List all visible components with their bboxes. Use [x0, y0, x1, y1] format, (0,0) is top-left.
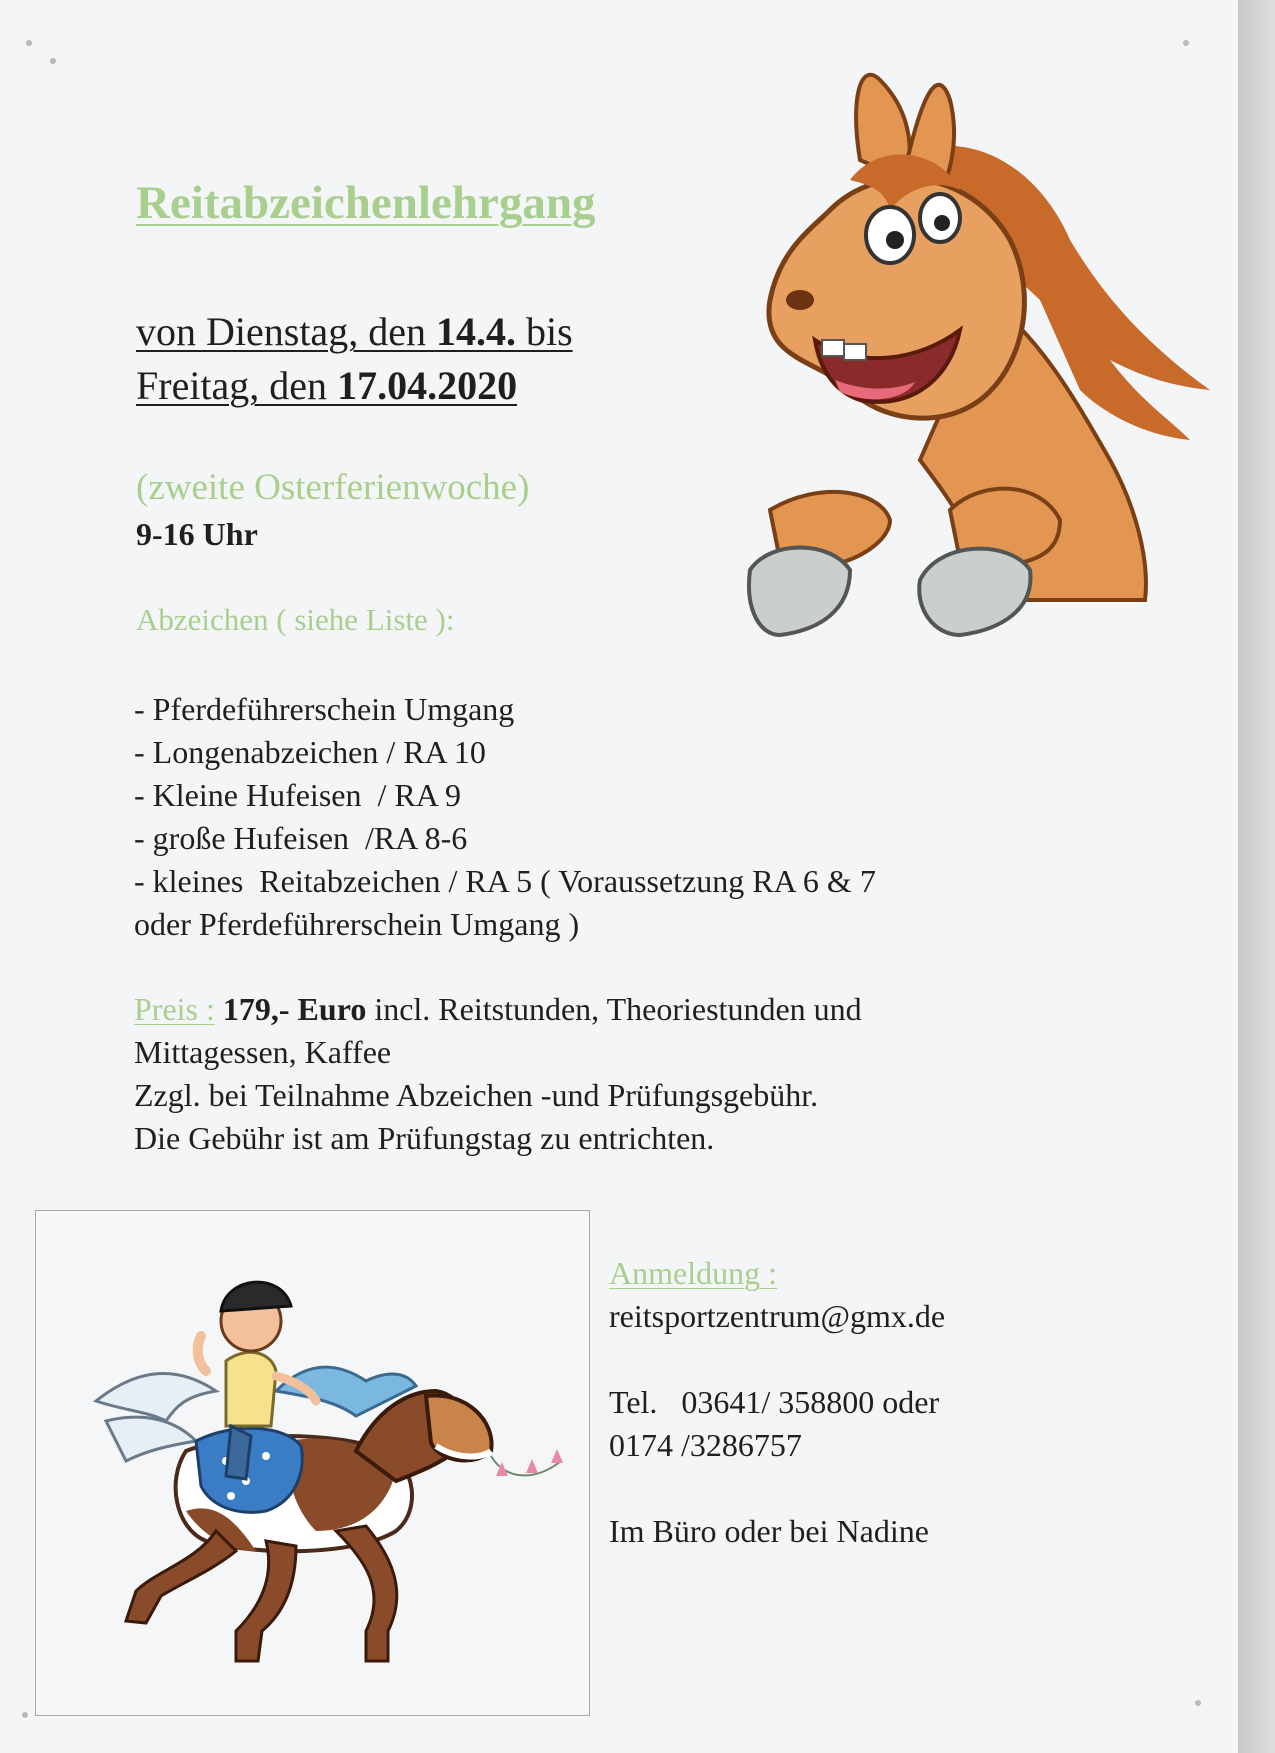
price-line-2: Mittagessen, Kaffee	[134, 1034, 392, 1070]
staple-mark	[1195, 1700, 1201, 1706]
spacer	[609, 1467, 945, 1510]
registration-phone-1: Tel. 03641/ 358800 oder	[609, 1384, 940, 1420]
spacer	[609, 1338, 945, 1381]
week-note: (zweite Osterferienwoche)	[136, 467, 530, 508]
staple-mark	[26, 40, 32, 46]
price-line-3: Zzgl. bei Teilnahme Abzeichen -und Prüfungsgebühr.	[134, 1077, 819, 1113]
badges-heading: Abzeichen ( siehe Liste ):	[136, 602, 455, 637]
badges-list	[134, 688, 876, 946]
page-title: Reitabzeichenlehrgang	[136, 177, 596, 229]
list-item: - große Hufeisen /RA 8-6	[134, 820, 468, 856]
hours: 9-16 Uhr	[136, 516, 258, 552]
price-section	[134, 988, 862, 1160]
date-line-1: von Dienstag, den 14.4. bis	[136, 309, 573, 354]
list-item: - Pferdeführerschein Umgang	[134, 691, 515, 727]
registration-phone-2: 0174 /3286757	[609, 1427, 802, 1463]
horse-head-icon	[740, 40, 1220, 680]
registration-email: reitsportzentrum@gmx.de	[609, 1298, 946, 1334]
registration-label: Anmeldung :	[609, 1255, 777, 1291]
list-item: - kleines Reitabzeichen / RA 5 ( Voraussetzung RA 6 & 7	[134, 863, 876, 899]
date-line-2: Freitag, den 17.04.2020	[136, 363, 518, 408]
rider-illustration-frame	[35, 1210, 590, 1716]
list-item: oder Pferdeführerschein Umgang )	[134, 906, 580, 942]
staple-mark	[50, 58, 56, 64]
scan-right-edge	[1238, 0, 1275, 1753]
registration-office: Im Büro oder bei Nadine	[609, 1513, 929, 1549]
registration-section	[609, 1252, 945, 1553]
price-label: Preis :	[134, 991, 215, 1027]
price-line-4: Die Gebühr ist am Prüfungstag zu entrichten.	[134, 1120, 715, 1156]
staple-mark	[22, 1712, 28, 1718]
list-item: - Kleine Hufeisen / RA 9	[134, 777, 462, 813]
price-amount: 179,- Euro	[222, 991, 367, 1027]
list-item: - Longenabzeichen / RA 10	[134, 734, 486, 770]
price-line-1: Preis : 179,- Euro incl. Reitstunden, Theoriestunden und	[134, 991, 862, 1027]
rider-icon	[36, 1211, 589, 1715]
